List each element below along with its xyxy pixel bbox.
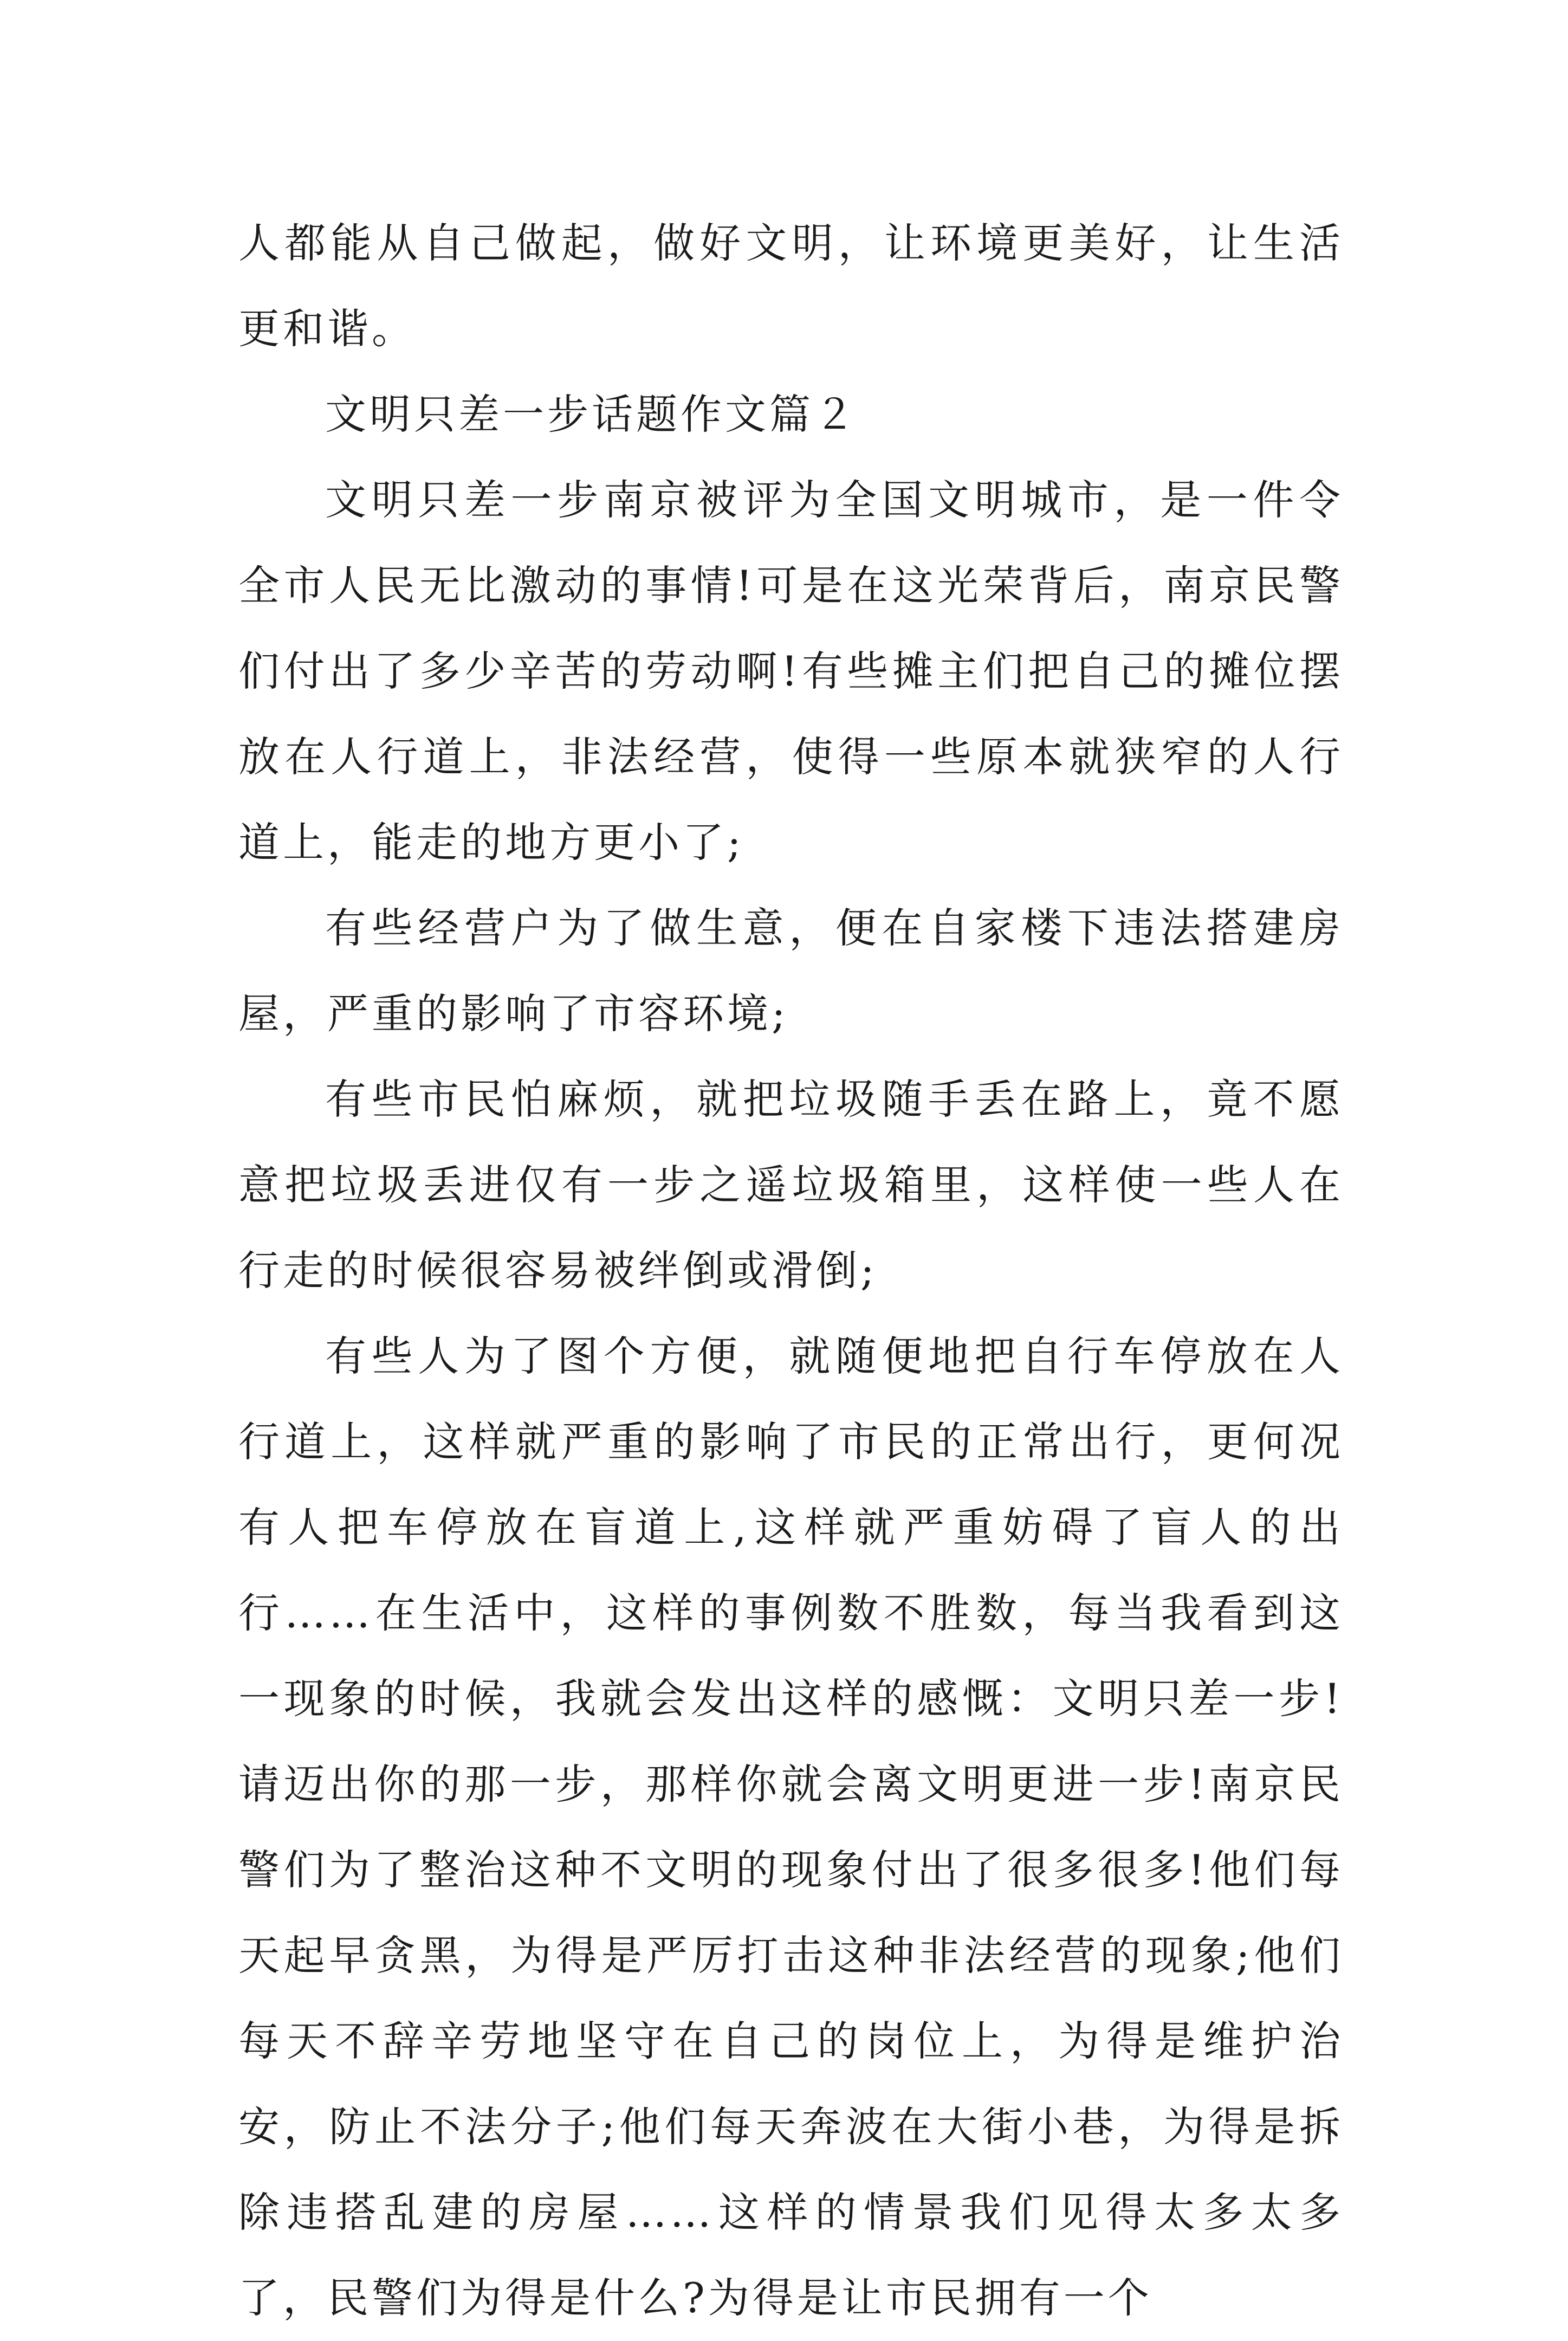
paragraph: 有些经营户为了做生意，便在自家楼下违法搭建房屋，严重的影响了市容环境;: [238, 904, 1344, 1038]
paragraph: 有些人为了图个方便，就随便地把自行车停放在人行道上，这样就严重的影响了市民的正常出行，更何况有人把车停放在盲道上,这样就严重妨碍了盲人的出行……在生活中，这样的事例数不胜数，每当我看到这一现象的时候，我就会发出这样的感慨：文明只差一步!请迈出你的那一步，那样你就会离文明更进一步!南京民警们为了整治这种不文明的现象付出了很多很多!他们每天起早贪黑，为得是严厉打击这种非法经营的现象;他们每天不辞辛劳地坚守在自己的岗位上，为得是维护治安，防止不法分子;他们每天奔波在大街小巷，为得是拆除违搭乱建的房屋……这样的情景我们见得太多太多了，民警们为得是什么?为得是让市民拥有一个: [238, 1332, 1344, 2322]
paragraph: 文明只差一步南京被评为全国文明城市，是一件令全市人民无比激动的事情!可是在这光荣背后，南京民警们付出了多少辛苦的劳动啊!有些摊主们把自己的摊位摆放在人行道上，非法经营，使得一些原本就狭窄的人行道上，能走的地方更小了;: [238, 476, 1344, 866]
paragraph: 有些市民怕麻烦，就把垃圾随手丢在路上，竟不愿意把垃圾丢进仅有一步之遥垃圾箱里，这样使一些人在行走的时候很容易被绊倒或滑倒;: [238, 1075, 1344, 1295]
essay-heading: 文明只差一步话题作文篇２: [325, 390, 858, 438]
paragraph-continuation: 人都能从自己做起，做好文明，让环境更美好，让生活更和谐。: [238, 219, 1344, 353]
document-body: [238, 201, 1344, 2341]
